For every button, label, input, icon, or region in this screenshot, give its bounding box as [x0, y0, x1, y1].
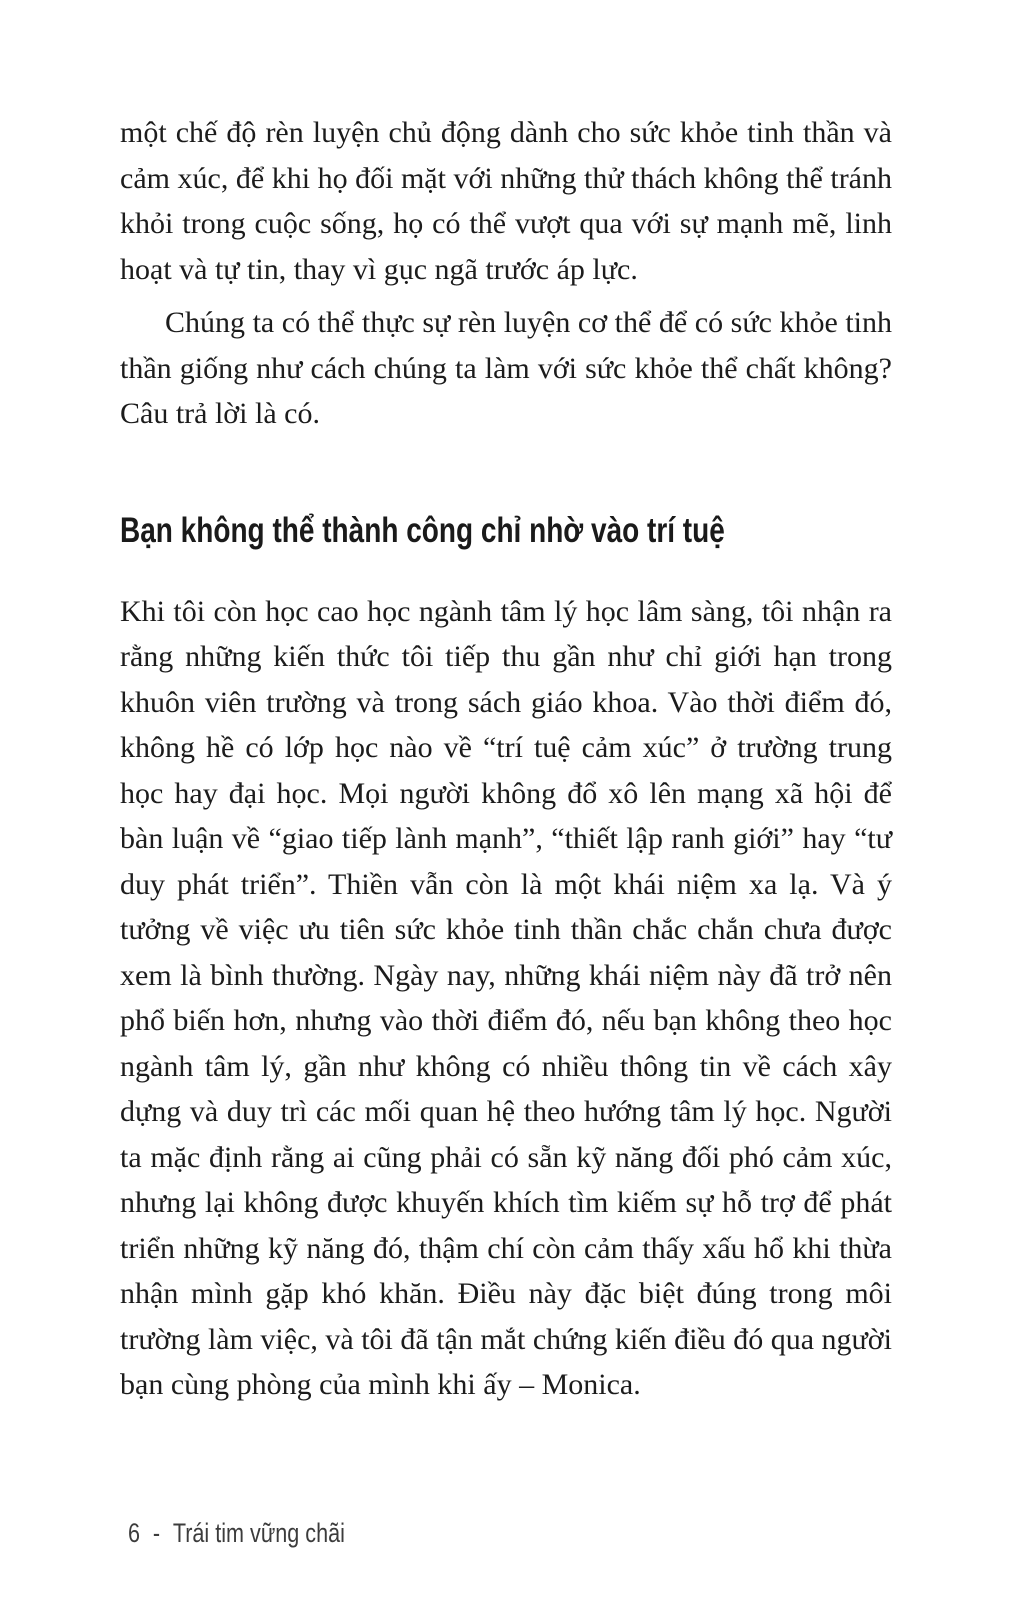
- section-heading: Bạn không thể thành công chỉ nhờ vào trí tuệ: [120, 510, 725, 550]
- body-paragraph-2: Chúng ta có thể thực sự rèn luyện cơ thể để có sức khỏe tinh thần giống như cách chúng ta làm với sức khỏe thể chất không? Câu trả lời là có.: [120, 306, 892, 430]
- page-number: 6: [128, 1518, 141, 1548]
- footer-separator: -: [152, 1518, 161, 1548]
- body-paragraph-1: một chế độ rèn luyện chủ động dành cho sức khỏe tinh thần và cảm xúc, để khi họ đối mặt với những thử thách không thể tránh khỏi trong cuộc sống, họ có thể vượt qua với sự mạnh mẽ, linh hoạt và tự tin, thay vì gục ngã trước áp lực.: [120, 116, 892, 286]
- page-text-column: [120, 110, 892, 1408]
- body-paragraph-3: Khi tôi còn học cao học ngành tâm lý học lâm sàng, tôi nhận ra rằng những kiến thức tôi tiếp thu gần như chỉ giới hạn trong khuôn viên trường và trong sách giáo khoa. Vào thời điểm đó, không hề có lớp học nào về “trí tuệ cảm xúc” ở trường trung học hay đại học. Mọi người không đổ xô lên mạng xã hội để bàn luận về “giao tiếp lành mạnh”, “thiết lập ranh giới” hay “tư duy phát triển”. Thiền vẫn còn là một khái niệm xa lạ. Và ý tưởng về việc ưu tiên sức khỏe tinh thần chắc chắn chưa được xem là bình thường. Ngày nay, những khái niệm này đã trở nên phổ biến hơn, nhưng vào thời điểm đó, nếu bạn không theo học ngành tâm lý, gần như không có nhiều thông tin về cách xây dựng và duy trì các mối quan hệ theo hướng tâm lý học. Người ta mặc định rằng ai cũng phải có sẵn kỹ năng đối phó cảm xúc, nhưng lại không được khuyến khích tìm kiếm sự hỗ trợ để phát triển những kỹ năng đó, thậm chí còn cảm thấy xấu hổ khi thừa nhận mình gặp khó khăn. Điều này đặc biệt đúng trong môi trường làm việc, và tôi đã tận mắt chứng kiến điều đó qua người bạn cùng phòng của mình khi ấy – Monica.: [120, 594, 892, 1401]
- book-title: Trái tim vững chãi: [172, 1518, 345, 1548]
- page-footer: [128, 1518, 345, 1548]
